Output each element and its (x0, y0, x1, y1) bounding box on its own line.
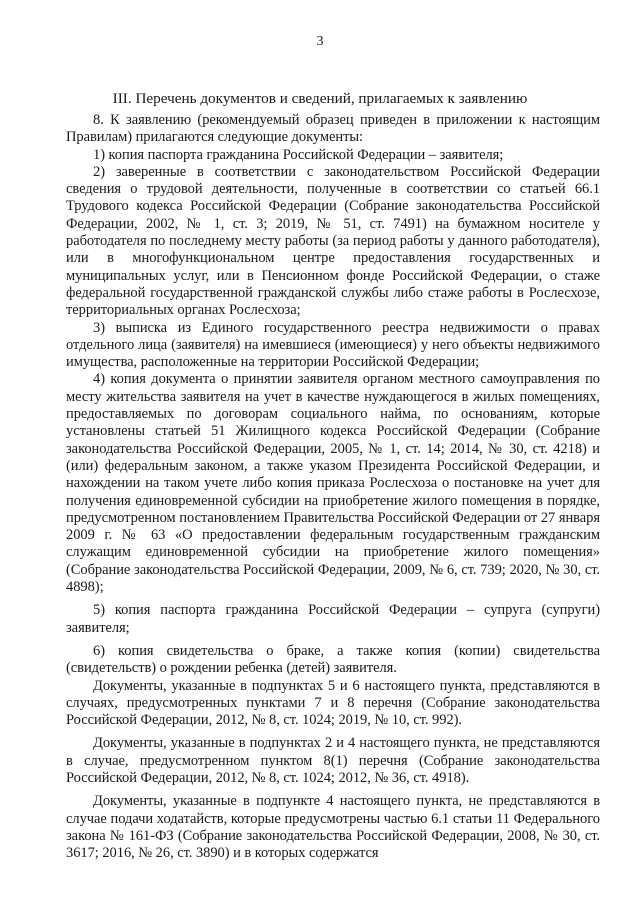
list-item-5-spouse-passport: 5) копия паспорта гражданина Российской Федерации – супруга (супруги) заявителя; (66, 602, 600, 636)
section-title: III. Перечень документов и сведений, прилагаемых к заявлению (112, 90, 528, 107)
list-item-4-housing-registration: 4) копия документа о принятии заявителя органом местного самоуправления по месту жительства заявителя на учет в качестве нуждающегося в жилых помещениях, предоставляемых по договорам социального найма, по основаниям, которые установлены статьей 51 Жилищного кодекса Российской Федерации (Собрание законодательства Российской Федерации, 2005, № 1, ст. 14; 2014, № 30, ст. 4218) и (или) федеральным законом, а также указом Президента Российской Федерации, и нахождении на таком учете либо копия приказа Рослесхоза о постановке на учет для получения единовременной субсидии на приобретение жилого помещения в порядке, предусмотренном постановлением Правительства Российской Федерации от 27 января 2009 г. № 63 «О предоставлении федеральным государственным гражданским служащим единовременной субсидии на приобретение жилого помещения» (Собрание законодательства Российской Федерации, 2009, № 6, ст. 739; 2020, № 30, ст. 4898); (66, 371, 600, 596)
paragraph-note-items-2-4: Документы, указанные в подпунктах 2 и 4 настоящего пункта, не представляются в случае, предусмотренном пунктом 8(1) перечня (Собрание законодательства Российской Федерации, 2012, № 8, ст. 1024; 2012, № 36, ст. 4918). (66, 735, 600, 786)
page-number: 3 (316, 34, 324, 49)
paragraph-note-item-4: Документы, указанные в подпункте 4 настоящего пункта, не представляются в случае подачи ходатайств, которые предусмотрены частью 6.1 статьи 11 Федерального закона № 161-ФЗ (Собрание законодательства Российской Федерации, 2008, № 30, ст. 3617; 2016, № 26, ст. 3890) и в которых содержатся (66, 793, 600, 862)
paragraph-item-8-intro: 8. К заявлению (рекомендуемый образец приведен в приложении к настоящим Правилам) прилагаются следующие документы: (66, 112, 600, 146)
list-item-3-real-estate-extract: 3) выписка из Единого государственного реестра недвижимости о правах отдельного лица (заявителя) на имевшиеся (имеющиеся) у него объекты недвижимого имущества, расположенные на территории Российской Федерации; (66, 319, 600, 371)
document-body (66, 112, 600, 862)
paragraph-note-items-5-6: Документы, указанные в подпунктах 5 и 6 настоящего пункта, представляются в случаях, предусмотренных пунктами 7 и 8 перечня (Собрание законодательства Российской Федерации, 2012, № 8, ст. 1024; 2019, № 10, ст. 992). (66, 677, 600, 729)
list-item-1-passport: 1) копия паспорта гражданина Российской Федерации – заявителя; (93, 146, 504, 163)
list-item-6-marriage-birth-certificates: 6) копия свидетельства о браке, а также копия (копии) свидетельства (свидетельств) о рождении ребенка (детей) заявителя. (66, 642, 600, 677)
list-item-2-employment-info: 2) заверенные в соответствии с законодательством Российской Федерации сведения о трудовой деятельности, полученные в соответствии со статьей 66.1 Трудового кодекса Российской Федерации (Собрание законодательства Российской Федерации, 2002, № 1, ст. 3; 2019, № 51, ст. 7491) на бумажном носителе у работодателя по последнему месту работы (за период работы у данного работодателя), или в многофункциональном центре предоставления государственных и муниципальных услуг, или в Пенсионном фонде Российской Федерации, о стаже федеральной государственной гражданской службы либо стаже работы в Рослесхозе, территориальных органах Рослесхоза; (66, 163, 600, 319)
